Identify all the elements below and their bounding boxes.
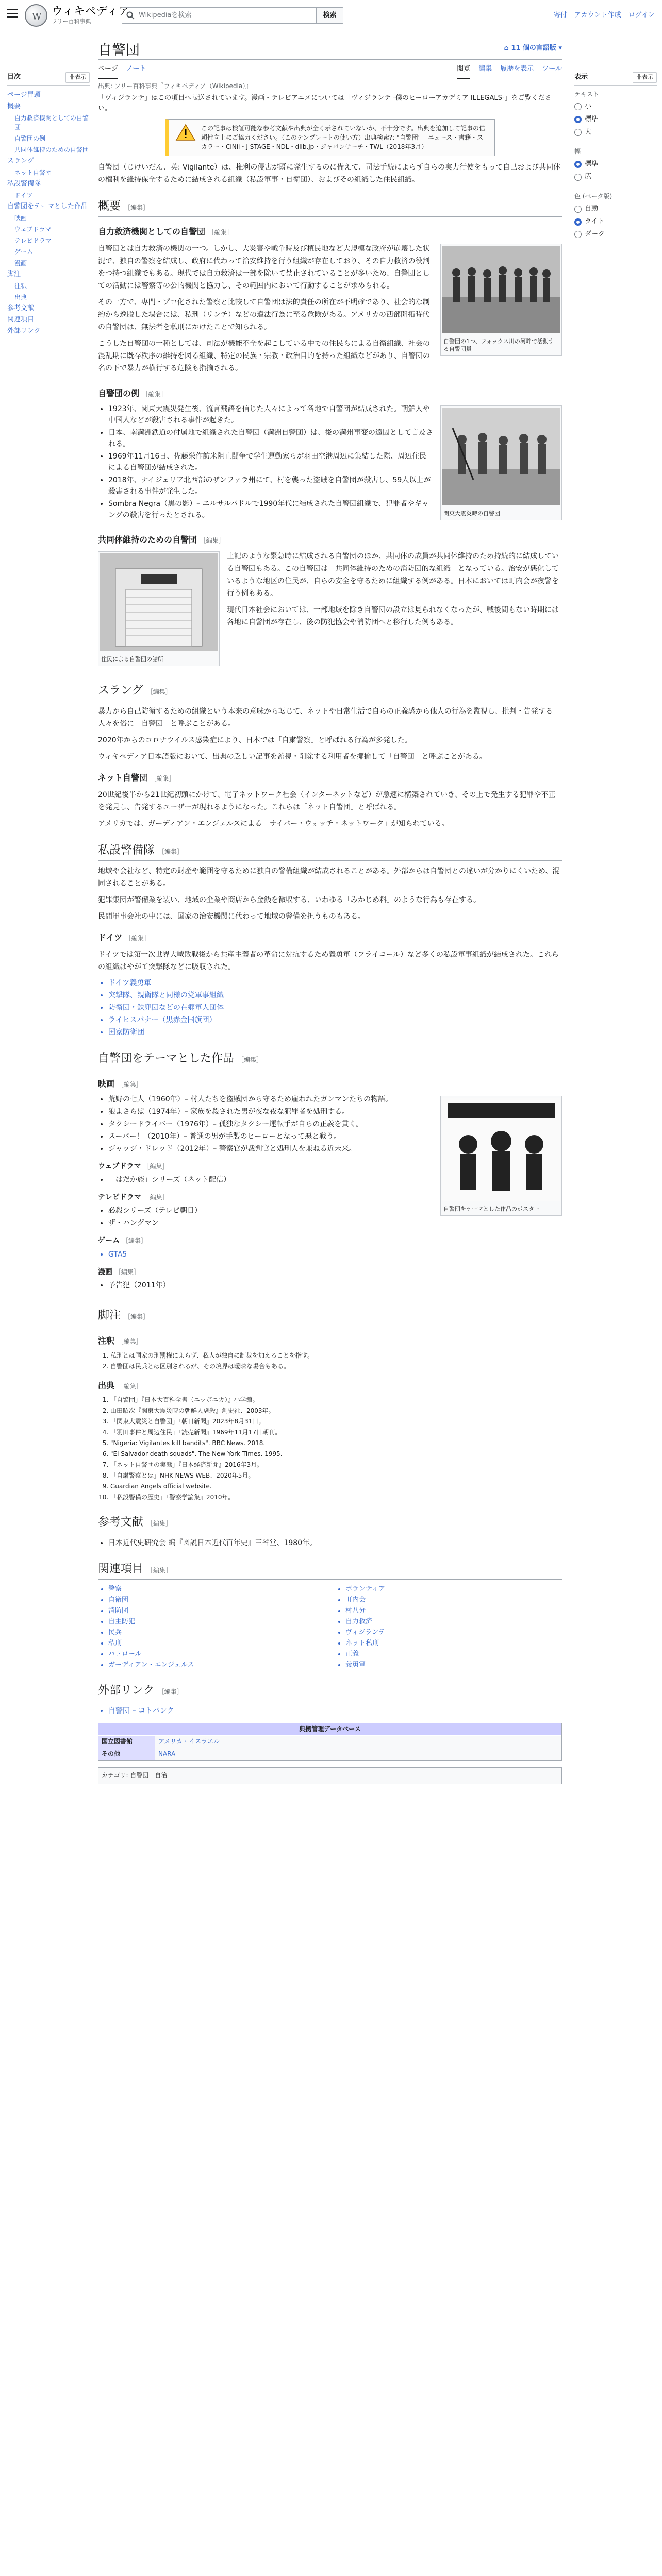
appearance-group-title: 幅	[574, 148, 581, 156]
heading-notes-sub: 注釈 ［編集］	[98, 1336, 142, 1346]
heading-manga: 漫画 ［編集］	[98, 1267, 140, 1276]
appearance-panel	[574, 72, 657, 249]
heading-overview: 概要 ［編集］	[98, 197, 562, 217]
toc-hide-button[interactable]: 非表示	[65, 72, 90, 83]
authority-control-navbox	[98, 1723, 562, 1761]
appearance-group-title: テキスト	[574, 90, 599, 98]
related-item[interactable]: • 民兵	[108, 1627, 325, 1638]
external-link-item[interactable]: • 自警団 – コトバンク	[108, 1705, 562, 1717]
radio-icon[interactable]	[574, 116, 582, 123]
related-item[interactable]: • ガーディアン・エンジェルス	[108, 1659, 325, 1670]
toc-item[interactable]: 共同体維持のための自警団	[14, 146, 89, 154]
appearance-option-label: 広	[585, 173, 592, 181]
article-tagline: 出典: フリー百科事典『ウィキペディア（Wikipedia）』	[98, 82, 252, 90]
game-item[interactable]: • GTA5	[108, 1249, 562, 1260]
film-item: • 狼よさらば（1974年）– 家族を殺された男が夜な夜な犯罪者を処刑する。	[108, 1106, 562, 1117]
appearance-title: 表示	[574, 73, 588, 81]
toc-item[interactable]: 関連項目	[7, 315, 35, 324]
appearance-header	[574, 72, 657, 86]
appearance-option-label: 標準	[585, 160, 599, 168]
appearance-option-label: 自動	[585, 205, 599, 213]
toc-item[interactable]: ドイツ	[14, 191, 33, 199]
vigilantes-photo[interactable]	[442, 246, 560, 333]
figure-poster	[440, 1096, 562, 1216]
toc-item[interactable]: ネット自警団	[14, 168, 52, 176]
search-input[interactable]	[122, 7, 317, 24]
example-item: • 1969年11月16日、佐藤栄作訪米阻止闘争で学生運動家らが羽田空港周辺に集結した際、周辺住民による自警団が結成された。	[108, 451, 562, 473]
user-links	[554, 10, 655, 21]
note-item: 1. 私刑とは国家の刑罰権によらず、私人が独自に制裁を加えることを指す。	[110, 1351, 562, 1360]
notes-list	[110, 1351, 562, 1371]
toc-item[interactable]: ページ冒頭	[7, 91, 41, 99]
tagline: フリー百科事典	[52, 18, 91, 25]
sources-list	[110, 1395, 562, 1502]
heading-net: ネット自警団 ［編集］	[98, 773, 175, 783]
edit-link[interactable]: ［編集］	[124, 1313, 150, 1321]
article-content	[98, 33, 562, 1789]
tab-read[interactable]: 閲覧	[457, 64, 470, 79]
private-paragraph-2: 犯罪集団が警備業を装い、地域の企業や商店から金銭を徴収する、いわゆる「みかじめ料」のような行為も存在する。	[98, 896, 481, 905]
heading-notes: 脚注 ［編集］	[98, 1307, 562, 1326]
page-tabs	[98, 60, 562, 77]
heading-germany: ドイツ ［編集］	[98, 933, 150, 943]
germany-item[interactable]: • ドイツ義勇軍	[108, 977, 562, 989]
related-list-left	[108, 1584, 325, 1670]
search-placeholder: Wikipediaを検索	[139, 11, 192, 19]
source-item: 1. 「自警団」『日本大百科全書（ニッポニカ）』小学館。	[110, 1395, 562, 1404]
tab-history[interactable]: 履歴を表示	[500, 65, 534, 73]
earthquake-vigilante-photo[interactable]	[442, 408, 560, 505]
table-of-contents	[7, 72, 90, 337]
search-button[interactable]: 検索	[317, 7, 343, 24]
appearance-option[interactable]	[574, 229, 657, 240]
figure-caption: 住民による自警団の詰所	[101, 656, 163, 663]
toc-item[interactable]: 漫画	[14, 259, 27, 267]
manga-item: • 予告犯（2011年）	[108, 1280, 562, 1291]
film-item: • ジャッジ・ドレッド（2012年）– 警察官が裁判官と処刑人を兼ねる近未来。	[108, 1143, 562, 1155]
self-help-paragraph-1: 自警団とは自力救済の機関の一つ。しかし、大災害や戦争時及び植民地など大規模な政府が崩壊した状況で、独自の警察を結成し、政府に代わって治安維持を行う組織が存在しており、その自力救済の役割をつ持つ組織でもある。現代では自力救済は一部を除いて禁止されていることが多いため、自警団としての活動には警察等の公的機関と協力し、その範囲内において行動することが求められる。	[98, 244, 430, 290]
related-item[interactable]: • 私刑	[108, 1638, 325, 1649]
private-paragraph-3: 民間軍事会社の中には、国家の治安機関に代わって地域の警備を担うものもある。	[98, 912, 365, 921]
related-item[interactable]: • 村八分	[345, 1605, 562, 1616]
create-account-link[interactable]: アカウント作成	[574, 11, 621, 19]
germany-item[interactable]: • 突撃隊、親衛隊と同様の党軍事組織	[108, 990, 562, 1001]
toc-item[interactable]: 注釈	[14, 282, 27, 290]
self-help-paragraph-3: こうした自警団の一種としては、司法が機能不全を起こしている中での住民らによる自衛組織、社会の混乱期に既存秩序の維持を図る組織、特定の民族・宗教・政治目的を持った組織などがあり、自警団の名の下で暴力が横行する危険も指摘される。	[98, 339, 430, 372]
vigilante-station-photo[interactable]	[100, 553, 218, 651]
toc-item[interactable]: 自警団をテーマとした作品	[7, 202, 88, 210]
germany-paragraph: ドイツでは第一次世界大戦敗戦後から共産主義者の革命に対抗するため義勇軍（フライコール）など多くの私設軍事組織が結成された。これらの組織はやがて突撃隊などに吸収された。	[98, 950, 559, 971]
appearance-option-label: 大	[585, 128, 592, 136]
wordmark: ウィキペディア	[52, 5, 129, 18]
tvdrama-item: • 必殺シリーズ（テレビ朝日）	[108, 1205, 562, 1216]
navbox-row-head: その他	[98, 1748, 155, 1760]
citation-warning-box	[165, 119, 495, 156]
germany-item[interactable]: • 防衛団・鉄兜団などの在郷軍人団体	[108, 1002, 562, 1013]
source-item: 3. 「関東大震災と自警団」『朝日新聞』2023年8月31日。	[110, 1417, 562, 1426]
tab-talk[interactable]: ノート	[126, 65, 146, 73]
radio-icon[interactable]	[574, 161, 582, 168]
navbox-row-head: 国立図書館	[98, 1736, 155, 1748]
appearance-option[interactable]	[574, 127, 657, 138]
source-item: 6. "El Salvador death squads". The New York Times. 1995.	[110, 1449, 562, 1459]
toc-item[interactable]: スラング	[7, 157, 34, 165]
radio-icon[interactable]	[574, 129, 582, 136]
tvdrama-item: • ザ・ハングマン	[108, 1217, 562, 1229]
navbox-title: 典拠管理データベース	[98, 1723, 561, 1735]
toc-list	[7, 90, 90, 337]
search-icon	[126, 11, 135, 20]
germany-item[interactable]: • ライヒスバナー（黒赤金国旗団）	[108, 1014, 562, 1026]
heading-slang: スラング ［編集］	[98, 682, 562, 701]
heading-refs: 参考文献 ［編集］	[98, 1513, 562, 1533]
tab-edit[interactable]: 編集	[478, 65, 492, 73]
toc-item[interactable]: 出典	[14, 293, 27, 301]
heading-webdrama: ウェブドラマ ［編集］	[98, 1162, 169, 1171]
reference-item: • 日本近代史研究会 編『図説日本近代百年史』三省堂、1980年。	[108, 1537, 562, 1549]
related-item[interactable]: • 警察	[108, 1584, 325, 1595]
appearance-group-title: 色 (ベータ版)	[574, 193, 613, 200]
appearance-option[interactable]	[574, 204, 657, 214]
intro-paragraph: 自警団（じけいだん、英: Vigilante）は、権利の侵害が既に発生するのに備えて、司法手続によらず自らの実力行使をもって自己および共同体の権利を維持保全するために結成される組織（私設軍事・自衛団）、およびその組織した住民組織。	[98, 163, 561, 184]
heading-related: 関連項目 ［編集］	[98, 1560, 562, 1580]
heading-film: 映画 ［編集］	[98, 1078, 142, 1089]
edit-link[interactable]: ［編集］	[158, 1688, 183, 1696]
radio-icon[interactable]	[574, 206, 582, 213]
source-item: 5. "Nigeria: Vigilantes kill bandits". BBC News. 2018.	[110, 1438, 562, 1448]
wikipedia-globe-icon	[25, 4, 47, 27]
toc-item[interactable]: テレビドラマ	[14, 236, 52, 244]
edit-link[interactable]: ［編集］	[117, 1338, 142, 1346]
related-item[interactable]: • 自主防犯	[108, 1616, 325, 1627]
community-paragraph-1: 上記のような緊急時に結成される自警団のほか、共同体の成員が共同体維持のため持続的に結成している自警団もある。この自警団は「共同体維持のための消防団的な組織」となっている。治安が悪化しているような地区の住民が、自らの安全を守るために組織する例がある。日本においては町内会が夜警を行う例もある。	[227, 552, 559, 598]
toc-item[interactable]: ウェブドラマ	[14, 225, 52, 233]
main-menu-icon[interactable]	[7, 9, 18, 18]
edit-link[interactable]: ［編集］	[114, 1268, 140, 1276]
navbox-row-value[interactable]: アメリカ・イスラエル	[155, 1736, 561, 1748]
toc-title: 目次	[7, 73, 21, 81]
toc-item[interactable]: 参考文献	[7, 304, 35, 312]
slang-paragraph-2: 2020年からのコロナウイルス感染症により、日本では「自粛警察」と呼ばれる行為が多発した。	[98, 736, 412, 745]
edit-link[interactable]: ［編集］	[200, 536, 225, 544]
citation-warning-text: この記事は検証可能な参考文献や出典が全く示されていないか、不十分です。出典を追加して記事の信頼性向上にご協力ください。（このテンプレートの使い方）出典検索?: "自警団" – ニュース・書籍・スカラー・CiNii・J-STAGE・NDL・dlib.jp・ジャパンサーチ・TWL（2018年3月）	[201, 125, 486, 151]
tab-tools[interactable]: ツール	[542, 65, 562, 73]
navbox-row	[98, 1748, 561, 1760]
community-paragraph-2: 現代日本社会においては、一部地域を除き自警団の設立は見られなくなったが、戦後間もない時期には各地に自警団が存在し、後の防犯協会や消防団へと移行した例もある。	[227, 606, 559, 627]
tab-page[interactable]: ページ	[98, 64, 118, 79]
heading-tvdrama: テレビドラマ ［編集］	[98, 1193, 169, 1201]
film-item: • タクシードライバー（1976年）– 孤独なタクシー運転手が自らの正義を貫く。	[108, 1118, 562, 1130]
related-item[interactable]: • パトロール	[108, 1649, 325, 1659]
related-item[interactable]: • ボランティア	[345, 1584, 562, 1595]
edit-link[interactable]: ［編集］	[150, 775, 175, 783]
warning-icon	[175, 124, 196, 141]
toc-item[interactable]: 脚注	[7, 270, 21, 278]
related-item[interactable]: • 自力救済	[345, 1616, 562, 1627]
source-item: 10. 「私設警備の歴史」『警察学論集』2010年。	[110, 1493, 562, 1502]
source-item: 8. 「自粛警察とは」NHK NEWS WEB、2020年5月。	[110, 1471, 562, 1480]
toc-item[interactable]: ゲーム	[14, 248, 34, 256]
self-help-paragraph-2: その一方で、専門・プロ化された警察と比較して自警団は法的責任の所在が不明確であり、社会的な制約から逸脱した場合には、私刑（リンチ）などの違法行為に至る危険がある。アメリカの西部開拓時代の自警団は、無法者を私刑にかけたことで知られる。	[98, 298, 430, 331]
heading-private: 私設警備隊 ［編集］	[98, 841, 562, 861]
heading-works: 自警団をテーマとした作品 ［編集］	[98, 1049, 562, 1069]
toc-item[interactable]: 概要	[7, 102, 21, 110]
figure-caption: 自警団の1つ、フォックス川の河畔で活動する自警団員	[443, 337, 554, 352]
login-link[interactable]: ログイン	[628, 11, 655, 19]
appearance-option-label: 標準	[585, 115, 599, 123]
figure-caption: 関東大震災時の自警団	[443, 510, 500, 517]
radio-icon[interactable]	[574, 103, 582, 110]
edit-link[interactable]: ［編集］	[208, 229, 233, 236]
edit-link[interactable]: ［編集］	[238, 1056, 263, 1063]
related-item[interactable]: • 消防団	[108, 1605, 325, 1616]
figure-earthquake	[440, 405, 562, 520]
heading-sources: 出典 ［編集］	[98, 1380, 142, 1391]
navbox-rows	[98, 1735, 561, 1760]
germany-item[interactable]: • 国家防衛団	[108, 1027, 562, 1038]
net-paragraph-2: アメリカでは、ガーディアン・エンジェルスによる「サイバー・ウォッチ・ネットワーク」が知られている。	[98, 819, 449, 828]
toc-item[interactable]: 自警団の例	[14, 134, 46, 142]
appearance-option-label: ダーク	[585, 230, 605, 238]
heading-game: ゲーム ［編集］	[98, 1236, 147, 1245]
edit-link[interactable]: ［編集］	[146, 688, 172, 696]
game-list	[108, 1249, 562, 1260]
edit-link[interactable]: ［編集］	[143, 1193, 169, 1201]
appearance-option[interactable]	[574, 114, 657, 125]
source-item: 4. 「羽田事件と周辺住民」『読売新聞』1969年11月17日朝刊。	[110, 1428, 562, 1437]
figure-vigilantes	[440, 244, 562, 356]
edit-link[interactable]: ［編集］	[147, 1566, 172, 1574]
related-item[interactable]: • 義勇軍	[345, 1659, 562, 1670]
appearance-option[interactable]	[574, 172, 657, 182]
toc-header	[7, 72, 90, 86]
donate-link[interactable]: 寄付	[553, 11, 567, 19]
net-paragraph-1: 20世紀後半から21世紀初頭にかけて、電子ネットワーク社会（インターネットなど）が急速に構築されていき、その上で発生する犯罪や不正を発見し、告発するユーザーが現れるようになった。これらは「ネット自警団」と呼ばれる。	[98, 790, 556, 811]
appearance-option-label: 小	[585, 102, 592, 110]
references-list	[108, 1537, 562, 1549]
edit-link[interactable]: ［編集］	[142, 390, 167, 398]
figure-station	[98, 551, 220, 666]
source-item: 7. 「ネット自警団の実態」『日本経済新聞』2016年3月。	[110, 1460, 562, 1469]
example-item: • 2018年、ナイジェリア北西部のザンファラ州にて、村を襲った盗賊を自警団が殺害し、59人以上が殺害される事件が発生した。	[108, 474, 562, 497]
heading-examples: 自警団の例 ［編集］	[98, 388, 167, 398]
private-paragraph-1: 地域や会社など、特定の財産や範囲を守るために独自の警備組織が結成されることがある。外部からは自警団との違いが分かりにくいため、混同されることがある。	[98, 867, 560, 888]
toc-item[interactable]: 映画	[14, 214, 27, 222]
edit-link[interactable]: ［編集］	[143, 1162, 169, 1170]
related-item[interactable]: • 町内会	[345, 1595, 562, 1605]
appearance-option[interactable]	[574, 216, 657, 227]
edit-link[interactable]: ［編集］	[124, 204, 150, 212]
example-item: • 日本、南満洲鉄道の付属地で組織された自警団（満洲自警団）は、後の満州事変の遠因として言及される。	[108, 427, 562, 450]
note-item: 2. 自警団は民兵とは区別されるが、その境界は曖昧な場合もある。	[110, 1362, 562, 1371]
manga-list	[108, 1280, 562, 1291]
source-item: 2. 山田昭次『関東大震災時の朝鮮人虐殺』創史社、2003年。	[110, 1406, 562, 1415]
edit-link[interactable]: ［編集］	[158, 848, 184, 855]
category-links[interactable]: カテゴリ: 自警団｜自治	[98, 1767, 562, 1784]
appearance-option-label: ライト	[585, 217, 605, 226]
edit-link[interactable]: ［編集］	[147, 1520, 172, 1528]
radio-icon[interactable]	[574, 174, 582, 181]
related-item[interactable]: • 正義	[345, 1649, 562, 1659]
appearance-group	[574, 192, 657, 240]
navbox-row-value[interactable]: NARA	[155, 1748, 561, 1760]
appearance-options	[574, 90, 657, 240]
navbox-row	[98, 1735, 561, 1748]
appearance-option[interactable]	[574, 159, 657, 170]
related-item[interactable]: • 自衛団	[108, 1595, 325, 1605]
heading-self-help: 自力救済機関としての自警団 ［編集］	[98, 227, 233, 237]
germany-list	[108, 977, 562, 1038]
edit-link[interactable]: ［編集］	[125, 935, 150, 942]
figure-caption: 自警団をテーマとした作品のポスター	[443, 1205, 540, 1212]
slang-paragraph-1: 暴力から自己防衛するための組織という本来の意味から転じて、ネットや日常生活で自らの正義感から他人の行為を監視し、批判・告発する人々を俗に「自警団」と呼ぶことがある。	[98, 707, 553, 728]
related-item[interactable]: • ヴィジランテ	[345, 1627, 562, 1638]
related-list-right	[345, 1584, 562, 1670]
slang-paragraph-3: ウィキペディア日本語版において、出典の乏しい記事を監視・削除する利用者を揶揄して「自警団」と呼ぶことがある。	[98, 753, 487, 761]
appearance-group	[574, 90, 657, 138]
external-links-list	[108, 1705, 562, 1717]
edit-link[interactable]: ［編集］	[117, 1080, 142, 1088]
heading-external: 外部リンク ［編集］	[98, 1682, 562, 1701]
page-title: 自警団	[98, 42, 140, 58]
toc-item[interactable]: 私設警備隊	[7, 179, 41, 188]
example-item: • Sombra Negra（黒の影）– エルサルバドルで1990年代に結成された自警団組織で、犯罪者やギャングの殺害を行ったとされる。	[108, 498, 562, 521]
site-header	[0, 0, 662, 33]
radio-icon[interactable]	[574, 218, 582, 226]
toc-item[interactable]: 自力救済機関としての自警団	[14, 114, 89, 131]
poster-image[interactable]	[442, 1098, 560, 1201]
hatnote: 「ヴィジランテ」はこの項目へ転送されています。漫画・テレビアニメについては「ヴィジランテ -僕のヒーローアカデミア ILLEGALS-」をご覧ください。	[98, 94, 552, 113]
related-columns	[98, 1584, 562, 1670]
source-item: 9. Guardian Angels official website.	[110, 1482, 562, 1491]
radio-icon[interactable]	[574, 231, 582, 238]
heading-community: 共同体維持のための自警団 ［編集］	[98, 534, 225, 545]
appearance-option[interactable]	[574, 101, 657, 112]
appearance-group	[574, 147, 657, 182]
search-form	[122, 7, 343, 24]
wikipedia-logo[interactable]	[25, 4, 129, 27]
edit-link[interactable]: ［編集］	[117, 1382, 142, 1390]
toc-item[interactable]: 外部リンク	[7, 327, 41, 335]
example-item: • 1923年、関東大震災発生後、流言飛語を信じた人々によって各地で自警団が結成された。朝鮮人や中国人などが殺害される事件が起きた。	[108, 403, 562, 426]
appearance-hide-button[interactable]: 非表示	[633, 72, 657, 83]
film-item: • スーパー！（2010年）– 普通の男が手製のヒーローとなって悪と戦う。	[108, 1131, 562, 1142]
title-row	[98, 33, 562, 60]
film-item: • 荒野の七人（1960年）– 村人たちを盗賊団から守るため雇われたガンマンたちの物語。	[108, 1094, 562, 1105]
edit-link[interactable]: ［編集］	[122, 1237, 147, 1245]
related-item[interactable]: • ネット私刑	[345, 1638, 562, 1649]
webdrama-item: • 「はだか族」シリーズ（ネット配信）	[108, 1174, 562, 1185]
language-button[interactable]: ⌂ 11 個の言語版 ▾	[504, 44, 562, 52]
language-count: 11 個の言語版	[511, 44, 556, 52]
